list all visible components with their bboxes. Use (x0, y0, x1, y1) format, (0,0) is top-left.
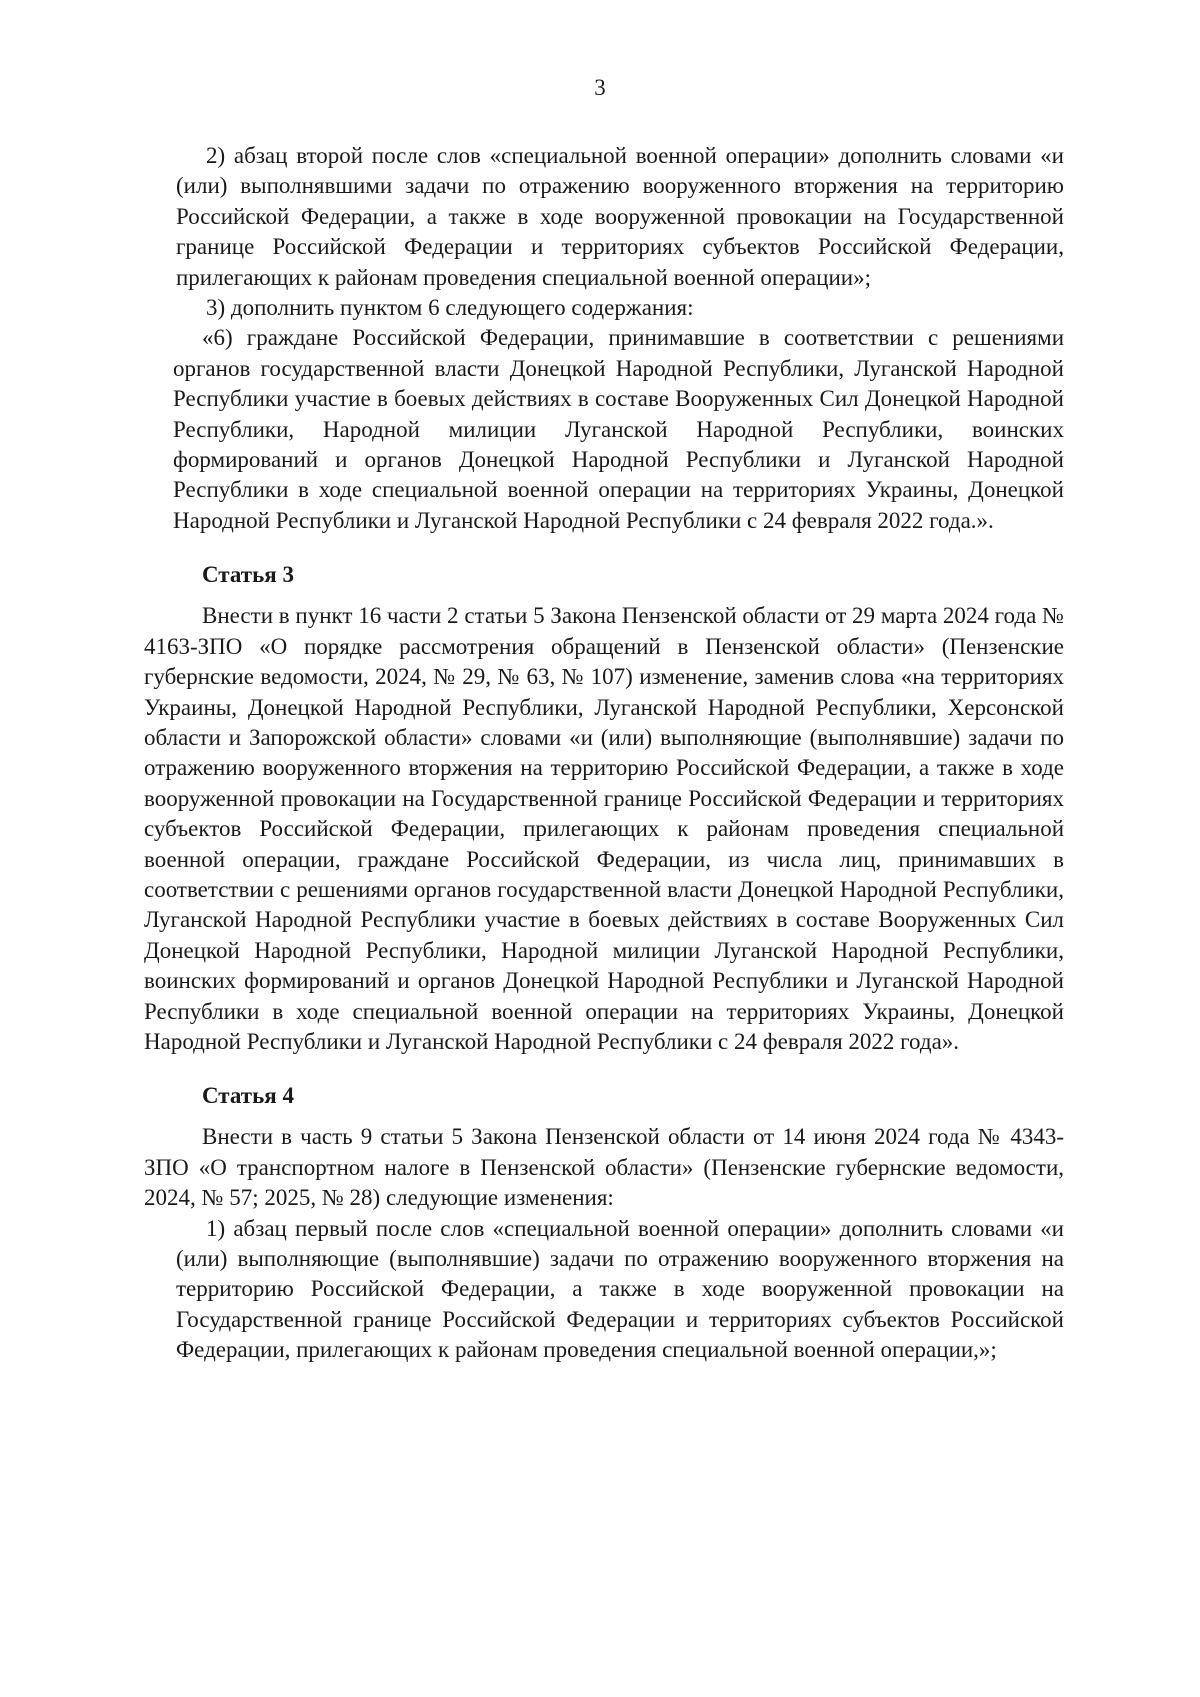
document-body (144, 141, 1064, 1366)
article-3-heading: Статья 3 (202, 562, 294, 588)
article-4-heading: Статья 4 (202, 1083, 294, 1109)
paragraph-item-2: 2) абзац второй после слов «специальной военной операции» дополнить словами «и (или) выполнявшими задачи по отражению вооруженного вторжения на территорию Российской Федерации, а также в ходе вооруженной провокации на Государственной границе Российской Федерации и территориях субъектов Российской Федерации, прилегающих к районам проведения специальной военной операции»; (176, 143, 1064, 290)
article-3-text: Внести в пункт 16 части 2 статьи 5 Закона Пензенской области от 29 марта 2024 года № 4163-ЗПО «О порядке рассмотрения обращений в Пензенской области» (Пензенские губернские ведомости, 2024, № 29, № 63, № 107) изменение, заменив слова «на территориях Украины, Донецкой Народной Республики, Луганской Народной Республики, Херсонской области и Запорожской области» словами «и (или) выполняющие (выполнявшие) задачи по отражению вооруженного вторжения на территорию Российской Федерации, а также в ходе вооруженной провокации на Государственной границе Российской Федерации и территориях субъектов Российской Федерации, прилегающих к районам проведения специальной военной операции, граждане Российской Федерации, из числа лиц, принимавших в соответствии с решениями органов государственной власти Донецкой Народной Республики, Луганской Народной Республики участие в боевых действиях в составе Вооруженных Сил Донецкой Народной Республики, Народной милиции Луганской Народной Республики, воинских формирований и органов Донецкой Народной Республики и Луганской Народной Республики в ходе специальной военной операции на территориях Украины, Донецкой Народной Республики и Луганской Народной Республики с 24 февраля 2022 года». (144, 603, 1064, 1054)
paragraph-item-6-quote: «6) граждане Российской Федерации, принимавшие в соответствии с решениями органов государственной власти Донецкой Народной Республики, Луганской Народной Республики участие в боевых действиях в составе Вооруженных Сил Донецкой Народной Республики, Народной милиции Луганской Народной Республики, воинских формирований и органов Донецкой Народной Республики и Луганской Народной Республики в ходе специальной военной операции на территориях Украины, Донецкой Народной Республики и Луганской Народной Республики с 24 февраля 2022 года.». (173, 325, 1064, 533)
page-number: 3 (594, 75, 606, 100)
paragraph-item-3: 3) дополнить пунктом 6 следующего содержания: (206, 295, 694, 321)
article-4-text: Внести в часть 9 статьи 5 Закона Пензенской области от 14 июня 2024 года № 4343-ЗПО «О транспортном налоге в Пензенской области» (Пензенские губернские ведомости, 2024, № 57; 2025, № 28) следующие изменения: (144, 1124, 1064, 1211)
article-4-item-1: 1) абзац первый после слов «специальной военной операции» дополнить словами «и (или) выполняющие (выполнявшие) задачи по отражению вооруженного вторжения на территорию Российской Федерации, а также в ходе вооруженной провокации на Государственной границе Российской Федерации и территориях субъектов Российской Федерации, прилегающих к районам проведения специальной военной операции,»; (176, 1215, 1064, 1363)
